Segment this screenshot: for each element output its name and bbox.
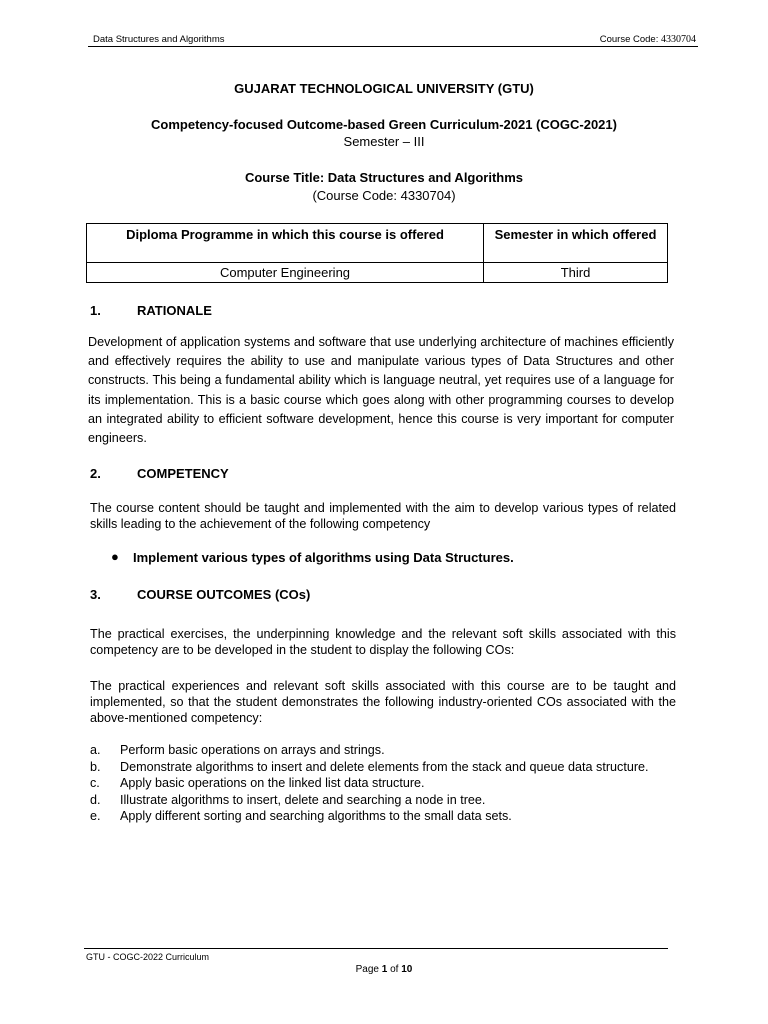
list-item: [90, 742, 649, 759]
list-marker: c.: [90, 776, 100, 790]
table-header-row: [87, 224, 668, 263]
list-item-text: Apply basic operations on the linked list data structure.: [120, 776, 425, 790]
footer-curriculum: GTU - COGC-2022 Curriculum: [86, 952, 210, 962]
list-item: [90, 775, 649, 792]
list-marker: e.: [90, 809, 101, 823]
table-row: [87, 263, 668, 283]
course-outcomes-intro: The practical exercises, the underpinning knowledge and the relevant soft skills associated with this competency are to be developed in the student to display the following COs:: [90, 627, 676, 657]
list-item: [90, 808, 649, 825]
competency-statement: Implement various types of algorithms using Data Structures.: [133, 550, 514, 565]
course-outcomes-list: [90, 742, 649, 825]
course-title: Course Title: Data Structures and Algorithms: [244, 170, 524, 185]
curriculum-title: Competency-focused Outcome-based Green Curriculum-2021 (COGC-2021): [151, 117, 617, 132]
list-item: [90, 759, 649, 776]
section-title: COMPETENCY: [137, 466, 229, 481]
page-of: of: [387, 964, 402, 975]
list-marker: b.: [90, 759, 101, 774]
list-marker: d.: [90, 792, 101, 807]
semester-label: Semester – III: [343, 134, 425, 149]
course-outcomes-description: The practical experiences and relevant soft skills associated with this course are to be taught and implemented, so that the student demonstrates the following industry-oriented COs associated with the above-mentioned competency:: [90, 679, 676, 725]
page-number: [0, 964, 768, 975]
course-code-value: 4330704: [661, 34, 696, 45]
programme-table: [86, 223, 668, 283]
running-header-course-code: [600, 34, 696, 45]
table-cell-programme: Computer Engineering: [87, 263, 484, 283]
list-item-text: Demonstrate algorithms to insert and delete elements from the stack and queue data structure.: [120, 759, 649, 774]
page-current: 1: [381, 964, 388, 975]
table-header-cell: Diploma Programme in which this course is offered: [87, 224, 484, 263]
section-number: 3.: [90, 587, 101, 602]
course-code-label: Course Code:: [599, 34, 661, 45]
section-title: RATIONALE: [137, 303, 212, 318]
section-title: COURSE OUTCOMES (COs): [137, 587, 311, 602]
list-item-text: Apply different sorting and searching algorithms to the small data sets.: [120, 809, 512, 823]
section-number: 2.: [90, 466, 101, 481]
section-number: 1.: [90, 303, 101, 318]
table-header-cell: Semester in which offered: [484, 224, 668, 263]
list-marker: a.: [90, 743, 101, 757]
competency-paragraph: The course content should be taught and implemented with the aim to develop various types of related skills leading to the achievement of the following competency: [90, 501, 676, 531]
bullet-icon: ●: [111, 549, 119, 564]
list-item-text: Illustrate algorithms to insert, delete and searching a node in tree.: [120, 792, 486, 807]
list-item-text: Perform basic operations on arrays and strings.: [120, 743, 385, 757]
page-total: 10: [401, 964, 413, 975]
university-title: GUJARAT TECHNOLOGICAL UNIVERSITY (GTU): [234, 81, 534, 96]
footer-divider: [84, 948, 668, 949]
header-divider: [88, 46, 698, 47]
course-code: (Course Code: 4330704): [312, 188, 456, 203]
running-header-title: Data Structures and Algorithms: [93, 34, 225, 45]
page-prefix: Page: [355, 964, 382, 975]
list-item: [90, 792, 649, 809]
table-cell-semester: Third: [484, 263, 668, 283]
rationale-paragraph: Development of application systems and software that use underlying architecture of machines efficiently and effectively requires the ability to use and manipulate various types of Data Structures and other constructs. This being a fundamental ability which is language neutral, yet requires use of a language for its implementation. This is a basic course which goes along with other programming courses to develop an integrated ability to efficient software development, hence this course is very important for computer engineers.: [88, 335, 674, 446]
